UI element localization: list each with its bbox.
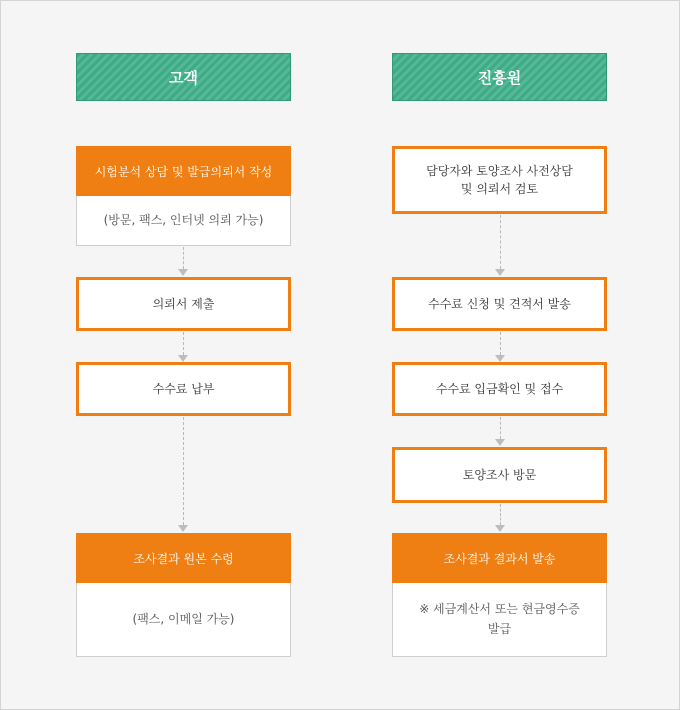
agency-step1-box bbox=[392, 146, 607, 214]
arrow-down-icon bbox=[178, 269, 188, 276]
agency-step2-label: 수수료 신청 및 견적서 발송 bbox=[428, 297, 571, 311]
customer-step1-detail: (방문, 팩스, 인터넷 의뢰 가능) bbox=[103, 213, 264, 227]
agency-connector-4 bbox=[500, 504, 501, 525]
agency-step5-detail-line2: 발급 bbox=[487, 622, 512, 636]
customer-step2-box bbox=[76, 277, 291, 331]
customer-step2-label: 의뢰서 제출 bbox=[152, 297, 215, 311]
agency-connector-1 bbox=[500, 215, 501, 269]
agency-connector-3 bbox=[500, 417, 501, 439]
agency-step3-label: 수수료 입금확인 및 접수 bbox=[435, 382, 564, 396]
customer-connector-3 bbox=[183, 417, 184, 525]
arrow-down-icon bbox=[178, 525, 188, 532]
agency-step1-line1: 담당자와 토양조사 사전상담 bbox=[426, 164, 573, 178]
agency-step5-title: 조사결과 결과서 발송 bbox=[392, 533, 607, 583]
agency-step5-card bbox=[392, 533, 607, 657]
agency-column-header bbox=[392, 53, 607, 101]
arrow-down-icon bbox=[495, 355, 505, 362]
arrow-down-icon bbox=[495, 439, 505, 446]
customer-connector-1 bbox=[183, 247, 184, 269]
customer-step1-title: 시험분석 상담 및 발급의뢰서 작성 bbox=[76, 146, 291, 196]
customer-step4-card bbox=[76, 533, 291, 657]
customer-step3-label: 수수료 납부 bbox=[152, 382, 215, 396]
agency-step4-box bbox=[392, 447, 607, 503]
agency-column-title: 진흥원 bbox=[477, 68, 522, 87]
arrow-down-icon bbox=[495, 269, 505, 276]
customer-connector-2 bbox=[183, 332, 184, 355]
arrow-down-icon bbox=[178, 355, 188, 362]
agency-step1-line2: 및 의뢰서 검토 bbox=[460, 182, 539, 196]
customer-column-header bbox=[76, 53, 291, 101]
customer-step4-detail: (팩스, 이메일 가능) bbox=[132, 612, 235, 626]
agency-connector-2 bbox=[500, 332, 501, 355]
agency-step3-box bbox=[392, 362, 607, 416]
customer-step1-card bbox=[76, 146, 291, 246]
agency-step2-box bbox=[392, 277, 607, 331]
customer-column-title: 고객 bbox=[169, 68, 198, 87]
arrow-down-icon bbox=[495, 525, 505, 532]
agency-step4-label: 토양조사 방문 bbox=[462, 468, 537, 482]
agency-step5-detail bbox=[393, 582, 606, 656]
customer-step3-box bbox=[76, 362, 291, 416]
customer-step4-title: 조사결과 원본 수령 bbox=[76, 533, 291, 583]
agency-step5-detail-line1: ※ 세금계산서 또는 현금영수증 bbox=[419, 602, 580, 616]
